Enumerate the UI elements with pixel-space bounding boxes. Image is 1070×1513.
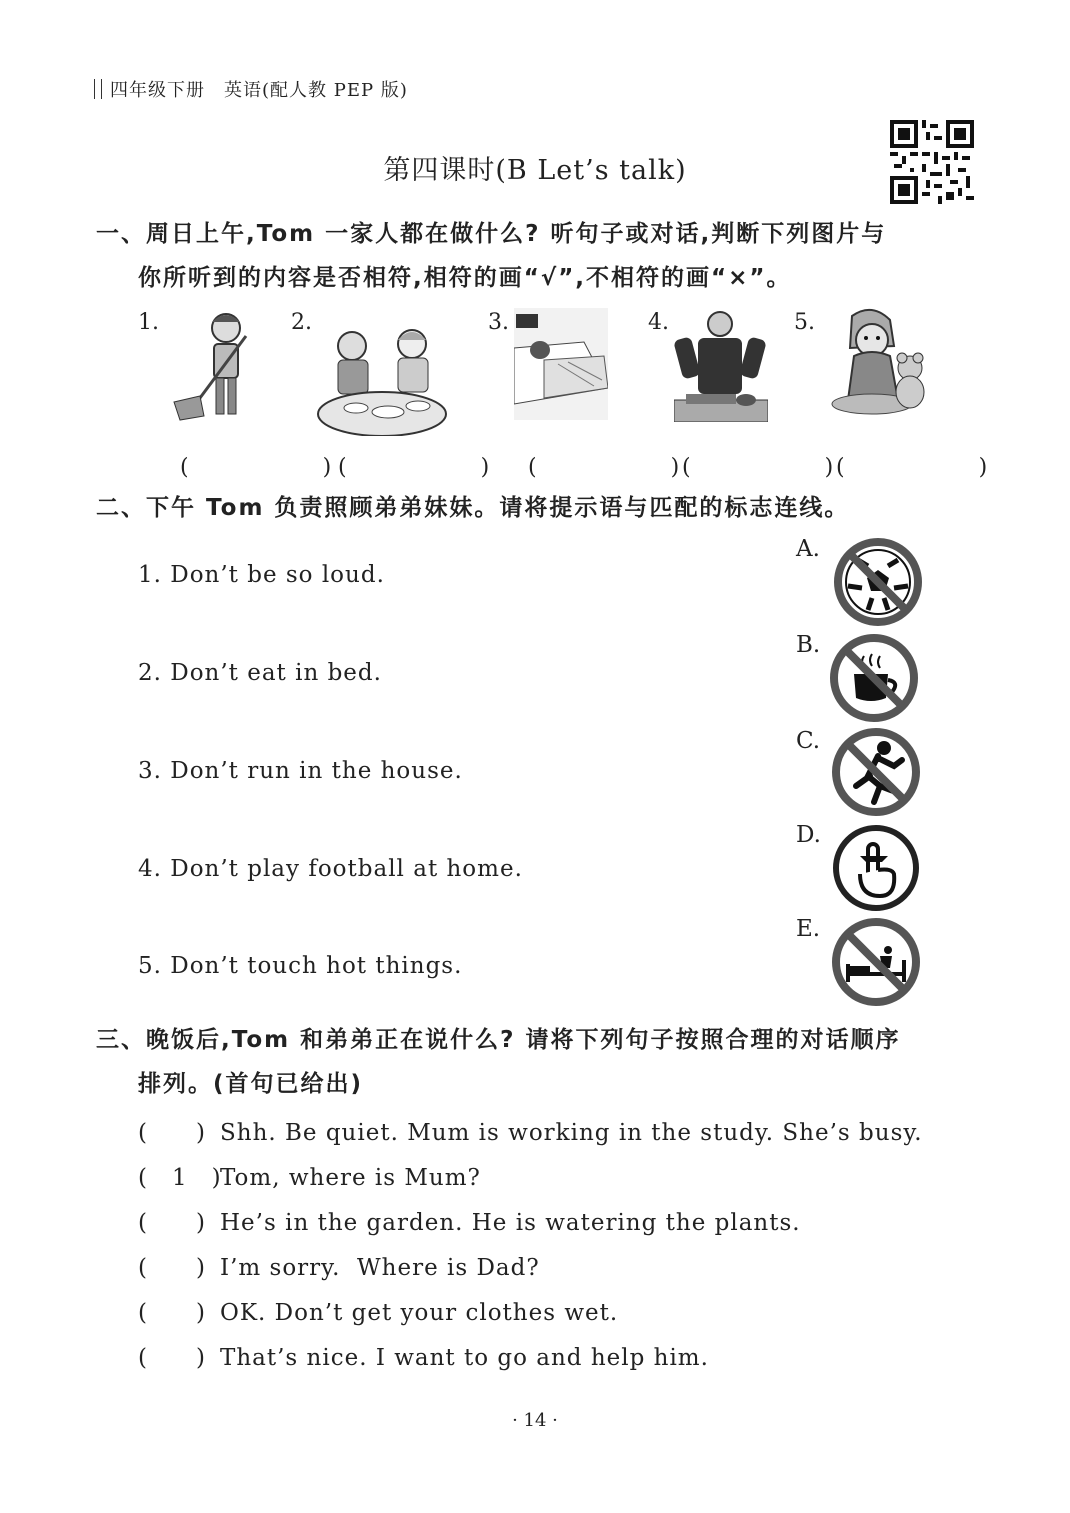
item-number: 3. xyxy=(488,310,509,335)
dialogue-line xyxy=(138,1339,709,1372)
no-football-icon[interactable] xyxy=(832,536,924,628)
girl-in-bed-icon xyxy=(514,308,608,420)
order-parentheses[interactable]: ( 1 ) xyxy=(138,1165,222,1191)
dialogue-text: He’s in the garden. He is watering the plants. xyxy=(220,1210,801,1236)
dialogue-line xyxy=(138,1159,481,1192)
sign-sentence: 1. Don’t be so loud. xyxy=(138,562,385,588)
no-hot-cup-icon[interactable] xyxy=(828,632,920,724)
sign-sentence: 2. Don’t eat in bed. xyxy=(138,660,382,686)
grandparents-eating-icon xyxy=(316,318,448,436)
dialogue-line xyxy=(138,1294,618,1327)
sign-letter: D. xyxy=(796,822,821,848)
sign-sentence: 4. Don’t play football at home. xyxy=(138,856,523,882)
no-running-icon[interactable] xyxy=(830,726,922,818)
item-number: 2. xyxy=(291,310,312,335)
order-parentheses[interactable]: ( ) xyxy=(138,1255,206,1281)
sign-sentence: 5. Don’t touch hot things. xyxy=(138,953,463,979)
running-header xyxy=(94,76,408,102)
dialogue-text: Shh. Be quiet. Mum is working in the study. She’s busy. xyxy=(220,1120,923,1146)
section1-heading-line1: 一、周日上午,Tom 一家人都在做什么? 听句子或对话,判断下列图片与 xyxy=(96,221,887,247)
answer-parentheses[interactable]: ( ) xyxy=(682,455,864,480)
dialogue-text: OK. Don’t get your clothes wet. xyxy=(220,1300,619,1326)
no-eating-in-bed-icon[interactable] xyxy=(830,916,922,1008)
page-number: · 14 · xyxy=(512,1410,558,1431)
boy-sweeping-icon xyxy=(164,306,284,426)
answer-parentheses[interactable]: ( ) xyxy=(338,455,520,480)
sign-letter: C. xyxy=(796,728,821,754)
dialogue-line xyxy=(138,1204,801,1237)
dialogue-text: Tom, where is Mum? xyxy=(220,1165,481,1191)
item-number: 4. xyxy=(648,310,669,335)
quiet-finger-icon[interactable] xyxy=(830,822,922,914)
order-parentheses[interactable]: ( ) xyxy=(138,1120,206,1146)
section3-heading-line2: 排列。(首句已给出) xyxy=(138,1071,364,1097)
dialogue-text: I’m sorry. Where is Dad? xyxy=(220,1255,540,1281)
dialogue-line xyxy=(138,1114,923,1147)
item-number: 5. xyxy=(794,310,815,335)
item-number: 1. xyxy=(138,310,159,335)
order-parentheses[interactable]: ( ) xyxy=(138,1300,206,1326)
sign-letter: A. xyxy=(796,536,820,562)
girl-with-teddy-icon xyxy=(824,306,934,416)
order-parentheses[interactable]: ( ) xyxy=(138,1345,206,1371)
sign-sentence: 3. Don’t run in the house. xyxy=(138,758,463,784)
section1-heading-line2: 你所听到的内容是否相符,相符的画“√”,不相符的画“×”。 xyxy=(138,265,792,291)
answer-parentheses[interactable]: ( ) xyxy=(180,455,362,480)
order-parentheses[interactable]: ( ) xyxy=(138,1210,206,1236)
section2-heading: 二、下午 Tom 负责照顾弟弟妹妹。请将提示语与匹配的标志连线。 xyxy=(96,495,850,521)
answer-parentheses[interactable]: ( ) xyxy=(836,455,1018,480)
section3-heading-line1: 三、晚饭后,Tom 和弟弟正在说什么? 请将下列句子按照合理的对话顺序 xyxy=(96,1027,901,1053)
answer-parentheses[interactable]: ( ) xyxy=(528,455,710,480)
header-text: 四年级下册 英语(配人教 PEP 版) xyxy=(110,80,408,101)
sign-letter: E. xyxy=(796,916,821,942)
sign-letter: B. xyxy=(796,632,821,658)
dialogue-text: That’s nice. I want to go and help him. xyxy=(220,1345,709,1371)
dialogue-line xyxy=(138,1249,540,1282)
header-bars-icon xyxy=(94,79,102,99)
man-cooking-icon xyxy=(674,308,768,422)
lesson-title: 第四课时(B Let’s talk) xyxy=(383,155,687,186)
